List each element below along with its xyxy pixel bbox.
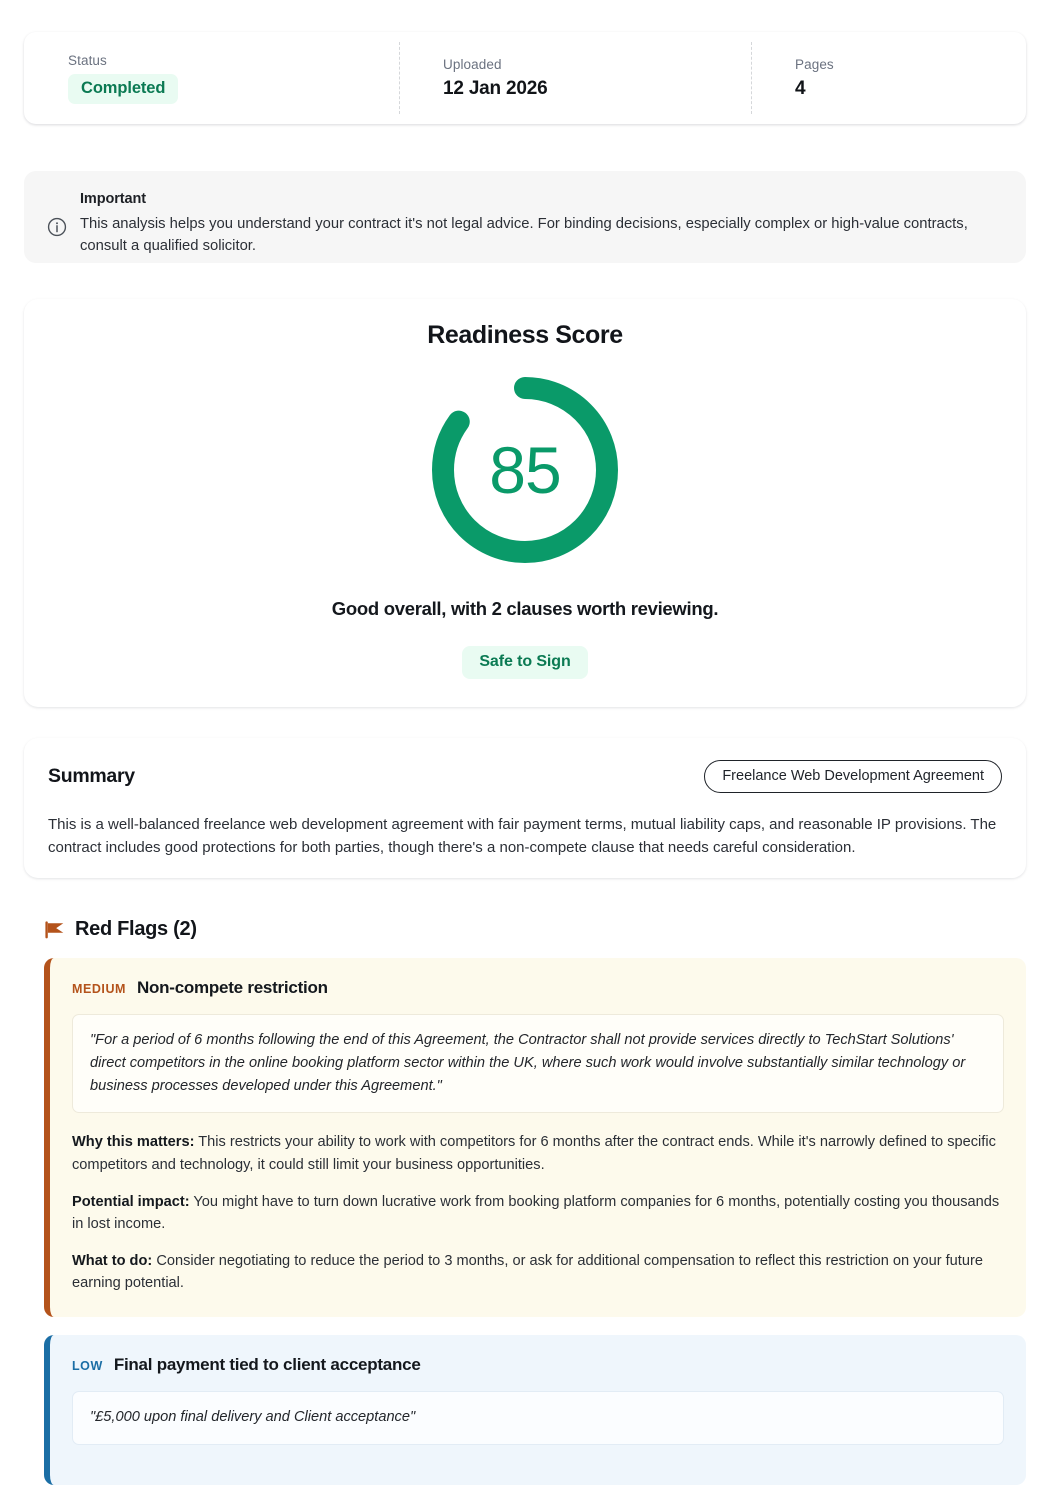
summary-title: Summary bbox=[48, 765, 135, 787]
severity-badge-low: LOW bbox=[72, 1358, 103, 1373]
stat-status bbox=[24, 32, 399, 124]
readiness-score-card bbox=[24, 299, 1026, 707]
red-flag-card-low[interactable] bbox=[44, 1335, 1026, 1485]
readiness-gauge bbox=[427, 372, 623, 568]
summary-text: This is a well-balanced freelance web development agreement with fair payment terms, mutual liability caps, and reasonable IP provisions. The contract includes good protections for both parties, though there's a non-compete clause that needs careful consideration. bbox=[48, 816, 997, 856]
red-flag-title: Final payment tied to client acceptance bbox=[113, 1354, 421, 1374]
readiness-caption: Good overall, with 2 clauses worth reviewing. bbox=[331, 598, 719, 619]
stat-value-pages: 4 bbox=[795, 77, 806, 99]
important-notice bbox=[24, 171, 1026, 263]
readiness-gauge-wrap bbox=[24, 370, 1026, 570]
red-flags-section bbox=[24, 918, 1026, 1503]
red-flag-head bbox=[72, 1355, 1004, 1375]
stat-label-uploaded: Uploaded bbox=[443, 56, 502, 72]
stat-uploaded bbox=[399, 32, 751, 124]
stat-pages bbox=[751, 32, 1026, 124]
stat-label-status: Status bbox=[68, 52, 107, 68]
status-badge: Completed bbox=[68, 74, 178, 104]
clause-quote: "For a period of 6 months following the end of this Agreement, the Contractor shall not provide services directly to TechStart Solutions' direct competitors in the online booking platform sector within the UK, where such work would involve substantially similar technology or business processes developed under this Agreement." bbox=[72, 1014, 1004, 1113]
stat-label-pages: Pages bbox=[795, 56, 834, 72]
red-flag-title: Non-compete restriction bbox=[137, 978, 328, 997]
why-label: Why this matters: bbox=[72, 1134, 195, 1151]
info-circle-icon bbox=[46, 216, 68, 238]
todo-label: What to do: bbox=[72, 1252, 153, 1269]
potential-impact bbox=[72, 1191, 1004, 1236]
notice-title: Important bbox=[80, 191, 146, 207]
red-flag-card-medium[interactable] bbox=[44, 958, 1026, 1317]
red-flag-icon bbox=[44, 921, 66, 939]
impact-label: Potential impact: bbox=[72, 1193, 190, 1210]
document-type-badge: Freelance Web Development Agreement bbox=[704, 760, 1002, 793]
red-flags-title: Red Flags (2) bbox=[75, 918, 197, 940]
impact-text: You might have to turn down lucrative work from booking platform companies for 6 months, potentially costing you thousands in lost income. bbox=[72, 1193, 1000, 1233]
summary-header bbox=[48, 760, 1002, 793]
summary-card bbox=[24, 738, 1026, 878]
document-stats-bar bbox=[24, 32, 1026, 124]
severity-badge-medium: MEDIUM bbox=[72, 982, 126, 996]
readiness-score-value: 85 bbox=[489, 433, 561, 507]
notice-text: This analysis helps you understand your contract it's not legal advice. For binding decisions, especially complex or high-value contracts, consult a qualified solicitor. bbox=[80, 216, 968, 255]
todo-text: Consider negotiating to reduce the period to 3 months, or ask for additional compensation to reflect this restriction on your future earning potential. bbox=[72, 1252, 983, 1292]
red-flag-head bbox=[72, 978, 1004, 998]
stat-value-uploaded: 12 Jan 2026 bbox=[443, 77, 548, 99]
why-this-matters bbox=[72, 1131, 1004, 1176]
red-flags-header bbox=[24, 918, 1026, 941]
what-to-do bbox=[72, 1250, 1004, 1295]
clause-quote: "£5,000 upon final delivery and Client acceptance" bbox=[72, 1391, 1004, 1445]
why-text: This restricts your ability to work with competitors for 6 months after the contract ends. While it's narrowly defined to specific competitors and technology, it could still limit your business opportunities. bbox=[72, 1134, 996, 1173]
page-title: Readiness Score bbox=[427, 321, 623, 349]
verdict-badge: Safe to Sign bbox=[462, 646, 587, 679]
